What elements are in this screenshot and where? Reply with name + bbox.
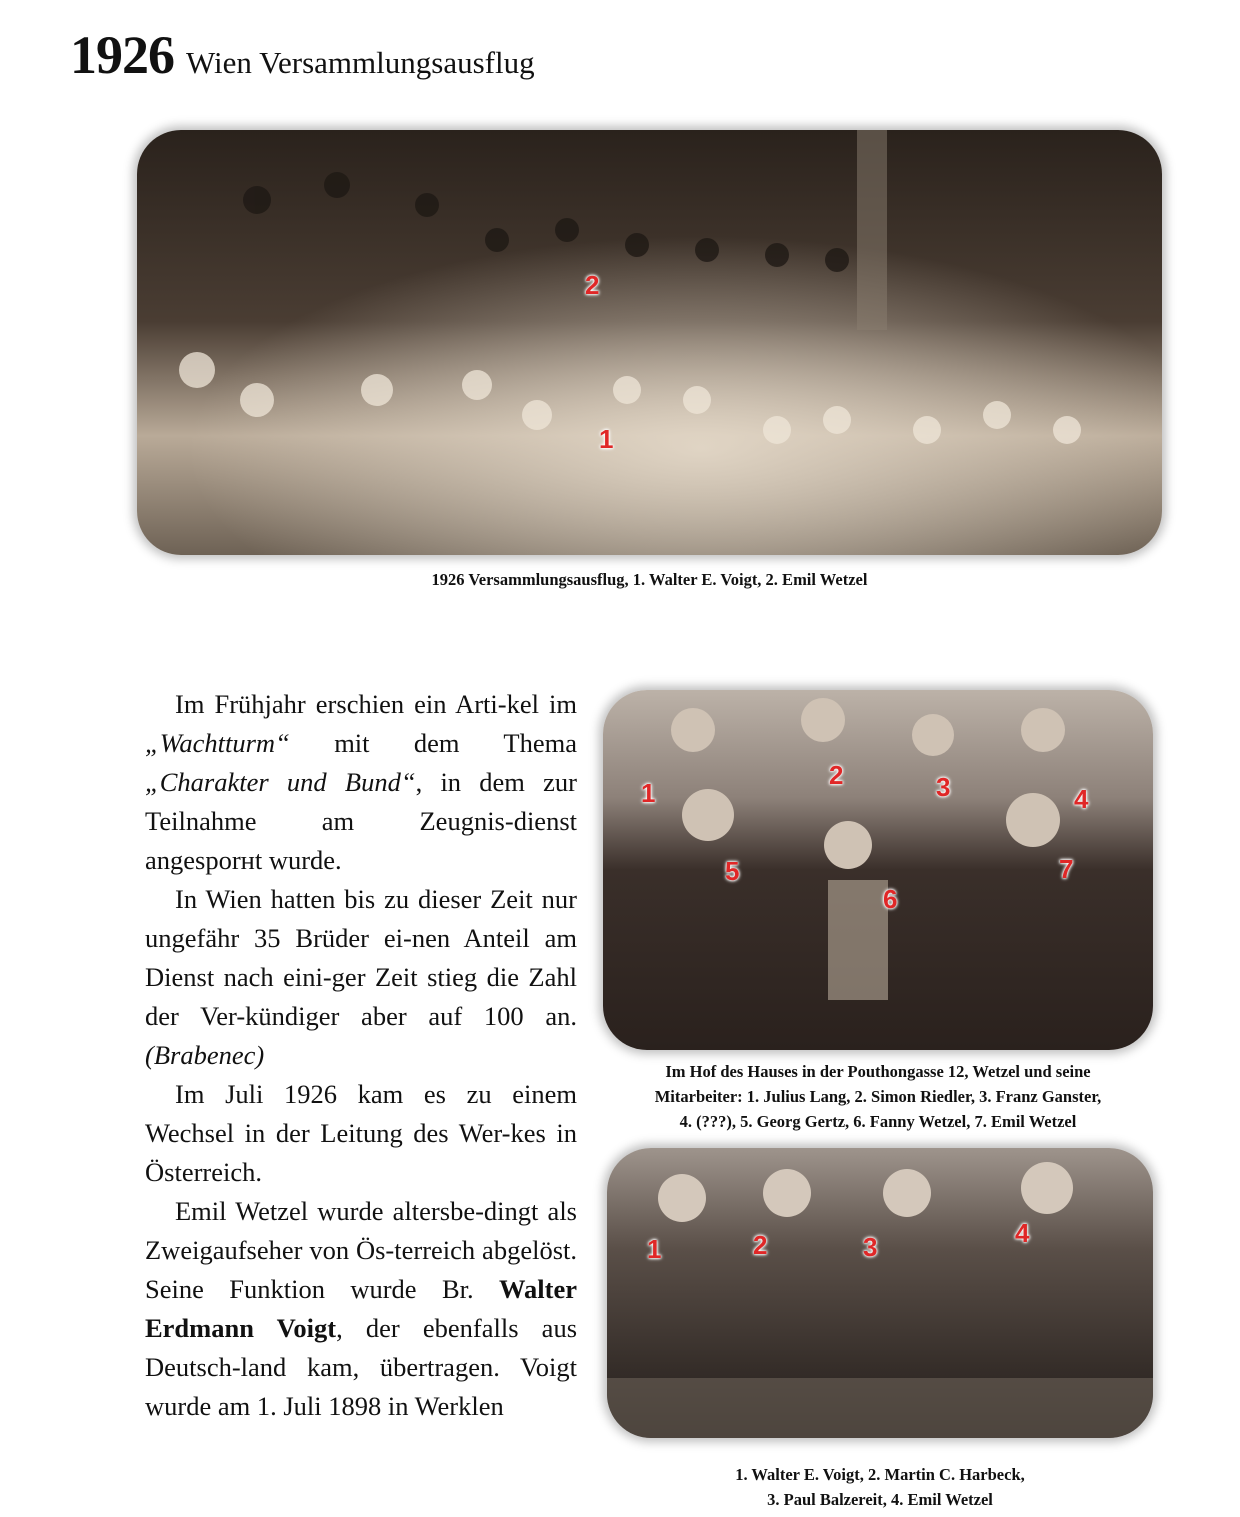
source-reference: (Brabenec) [145,1040,265,1070]
four-men-marker-4: 4 [1015,1218,1030,1248]
paragraph-1: Im Frühjahr erschien ein Arti-kel im „Wachtturm“ mit dem Thema „Charakter und Bund“, in dem zur Teilnahme am Zeugnis-dienst angesporнt wurde. [145,689,577,875]
group-photo-marker-2: 2 [585,270,600,300]
four-men-photo [607,1148,1153,1438]
courtyard-photo [603,690,1153,1050]
paragraph-3: Im Juli 1926 kam es zu einem Wechsel in der Leitung des Wer-kes in Österreich. [145,1079,577,1187]
courtyard-marker-6: 6 [883,884,898,914]
courtyard-marker-1: 1 [641,778,656,808]
four-men-marker-2: 2 [753,1230,768,1260]
courtyard-photo-caption: Im Hof des Hauses in der Pouthongasse 12, Wetzel und seine Mitarbeiter: 1. Julius Lang, 2. Simon Riedler, 3. Franz Ganster, 4. (???), 5. Georg Gertz, 6. Fanny Wetzel, 7. Emil Wetzel [654,1062,1102,1131]
paragraph-4: Emil Wetzel wurde altersbe-dingt als Zweigaufseher von Ös-terreich abgelöst. Seine Funktion wurde Br. Walter Erdmann Voigt, der ebenfalls aus Deutsch-land kam, übertragen. Voigt wurde am 1. Juli 1898 in Werklen [145,1196,578,1421]
four-men-marker-3: 3 [863,1232,878,1262]
courtyard-marker-7: 7 [1059,854,1074,884]
page-header [70,24,535,86]
page-title: Wien Versammlungsausflug [186,45,535,80]
courtyard-marker-4: 4 [1074,784,1089,814]
courtyard-marker-2: 2 [829,760,844,790]
paragraph-2: In Wien hatten bis zu dieser Zeit nur ungefähr 35 Brüder ei-nen Anteil am Dienst nach eini-ger Zeit stieg die Zahl der Ver-kündiger aber auf 100 an. (Brabenec) [145,884,577,1070]
group-photo-image [137,130,1162,555]
courtyard-marker-5: 5 [725,856,740,886]
four-men-photo-caption: 1. Walter E. Voigt, 2. Martin C. Harbeck, 3. Paul Balzereit, 4. Emil Wetzel [735,1465,1025,1509]
group-photo [137,130,1162,555]
page-year: 1926 [70,25,174,85]
four-men-marker-1: 1 [647,1234,662,1264]
four-men-photo-image [607,1148,1153,1438]
body-text [145,685,577,1426]
group-photo-caption: 1926 Versammlungsausflug, 1. Walter E. Voigt, 2. Emil Wetzel [431,570,868,589]
courtyard-marker-3: 3 [936,772,951,802]
group-photo-marker-1: 1 [599,424,614,454]
